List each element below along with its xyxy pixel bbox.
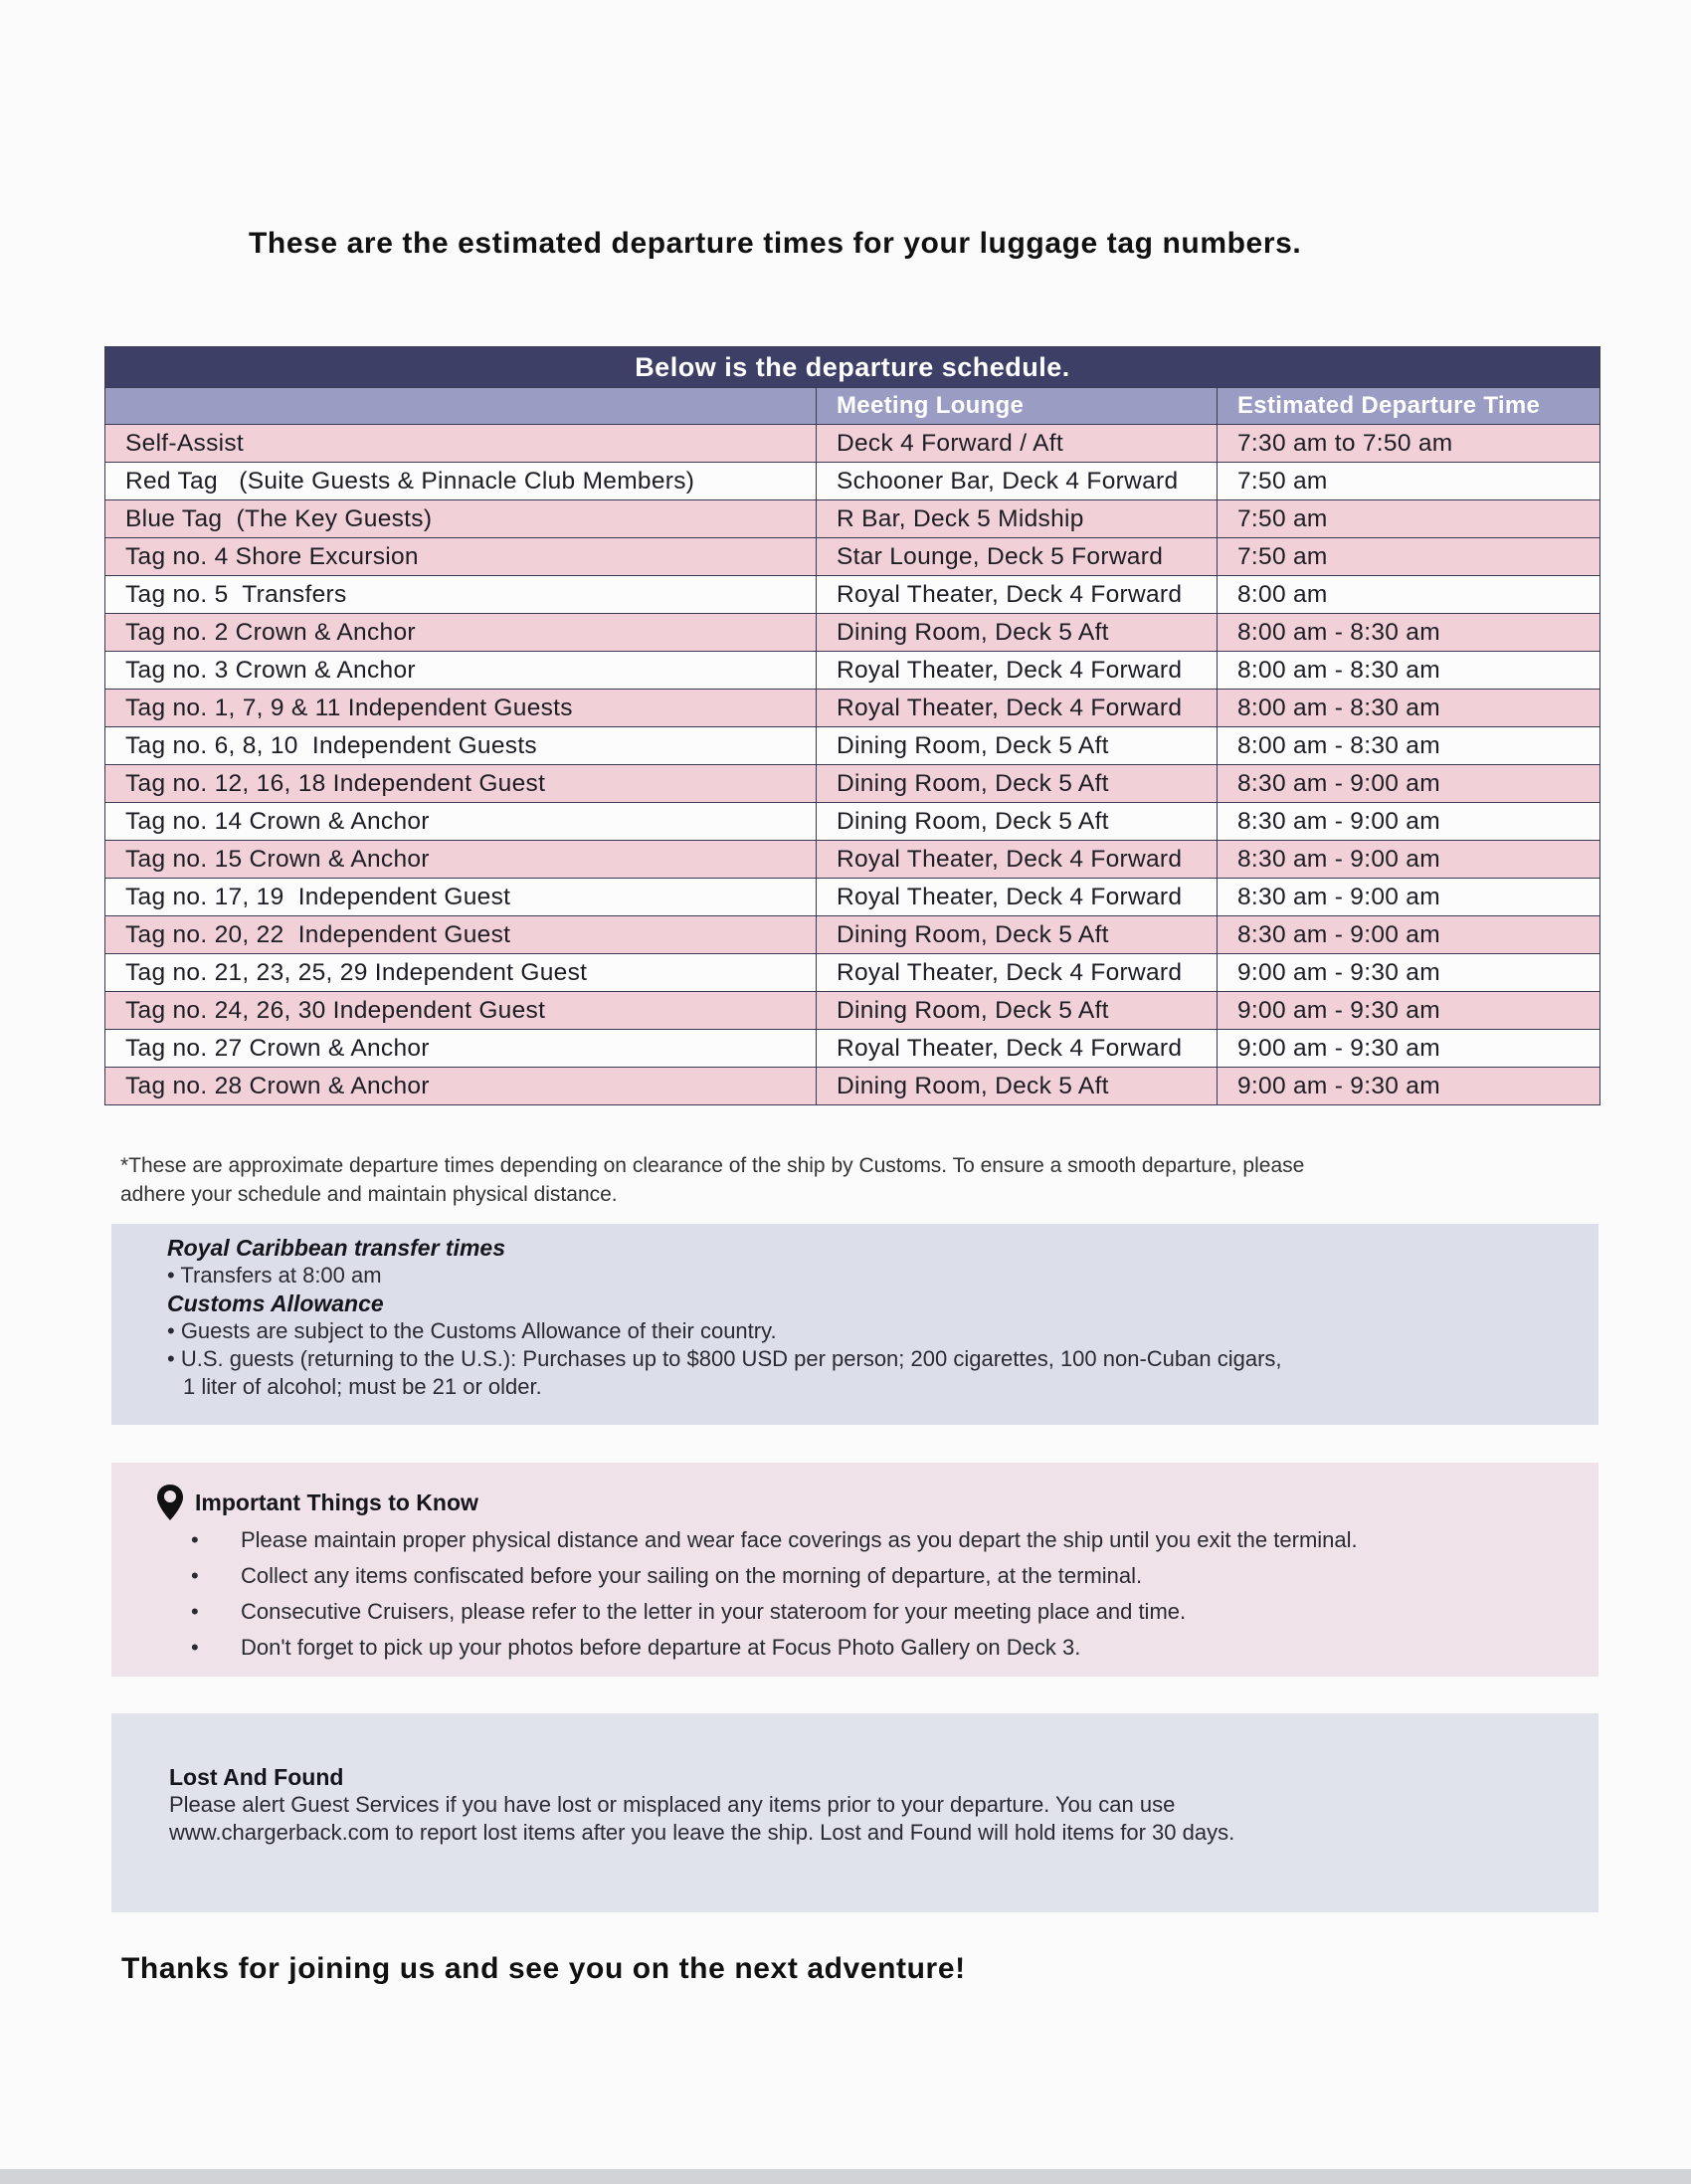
cell-lounge: Dining Room, Deck 5 Aft [817,1068,1218,1105]
page-heading: These are the estimated departure times for your luggage tag numbers. [249,227,1302,260]
cell-lounge: Royal Theater, Deck 4 Forward [817,690,1218,727]
lost-and-found-title: Lost And Found [169,1764,344,1790]
cell-tag: Tag no. 1, 7, 9 & 11 Independent Guests [105,690,817,727]
lost-and-found-line: www.chargerback.com to report lost items after you leave the ship. Lost and Found will hold items for 30 days. [169,1820,1235,1845]
column-header-time: Estimated Departure Time [1218,388,1600,425]
cell-time: 7:30 am to 7:50 am [1218,425,1600,463]
table-row [105,1030,1600,1068]
cell-lounge: Dining Room, Deck 5 Aft [817,916,1218,954]
cell-tag: Tag no. 28 Crown & Anchor [105,1068,817,1105]
cell-lounge: Royal Theater, Deck 4 Forward [817,576,1218,614]
table-row [105,954,1600,992]
cell-lounge: Star Lounge, Deck 5 Forward [817,538,1218,576]
footnote-line: adhere your schedule and maintain physical distance. [120,1183,618,1206]
cell-lounge: Dining Room, Deck 5 Aft [817,614,1218,652]
cell-tag: Red Tag (Suite Guests & Pinnacle Club Members) [105,463,817,500]
cell-lounge: Dining Room, Deck 5 Aft [817,992,1218,1030]
table-header-row [105,388,1600,425]
cell-tag: Tag no. 24, 26, 30 Independent Guest [105,992,817,1030]
table-row [105,803,1600,841]
cell-time: 9:00 am - 9:30 am [1218,992,1600,1030]
cell-time: 8:00 am - 8:30 am [1218,727,1600,765]
cell-time: 8:30 am - 9:00 am [1218,841,1600,879]
list-item: • Please maintain proper physical distance and wear face coverings as you depart the ship until you exit the terminal. [191,1522,1584,1558]
list-item: • Consecutive Cruisers, please refer to the letter in your stateroom for your meeting place and time. [191,1594,1584,1630]
cell-time: 9:00 am - 9:30 am [1218,954,1600,992]
transfers-item: • Transfers at 8:00 am [167,1263,382,1288]
important-things-panel [111,1463,1598,1677]
cell-time: 8:30 am - 9:00 am [1218,916,1600,954]
customs-title: Customs Allowance [167,1291,384,1316]
cell-time: 8:30 am - 9:00 am [1218,765,1600,803]
customs-line: 1 liter of alcohol; must be 21 or older. [183,1374,542,1399]
important-header [155,1483,478,1522]
departure-schedule-table [104,346,1600,1105]
cell-time: 9:00 am - 9:30 am [1218,1068,1600,1105]
cell-lounge: Dining Room, Deck 5 Aft [817,765,1218,803]
column-header-lounge: Meeting Lounge [817,388,1218,425]
footnote [120,1151,1593,1209]
list-item: • Don't forget to pick up your photos before departure at Focus Photo Gallery on Deck 3. [191,1630,1584,1666]
table-row [105,500,1600,538]
list-item: • Collect any items confiscated before your sailing on the morning of departure, at the terminal. [191,1558,1584,1594]
cell-lounge: R Bar, Deck 5 Midship [817,500,1218,538]
closing-message: Thanks for joining us and see you on the next adventure! [121,1952,966,1985]
table-row [105,463,1600,500]
cell-tag: Tag no. 4 Shore Excursion [105,538,817,576]
scan-edge [0,2169,1691,2184]
cell-time: 8:00 am - 8:30 am [1218,652,1600,690]
lost-and-found-line: Please alert Guest Services if you have lost or misplaced any items prior to your departure. You can use [169,1792,1176,1817]
cell-tag: Tag no. 15 Crown & Anchor [105,841,817,879]
cell-time: 8:00 am [1218,576,1600,614]
table-row [105,576,1600,614]
table-row [105,690,1600,727]
cell-tag: Self-Assist [105,425,817,463]
table-row [105,916,1600,954]
footnote-line: *These are approximate departure times depending on clearance of the ship by Customs. To ensure a smooth departure, please [120,1154,1305,1177]
table-row [105,765,1600,803]
cell-time: 8:00 am - 8:30 am [1218,690,1600,727]
cell-tag: Tag no. 14 Crown & Anchor [105,803,817,841]
table-row [105,614,1600,652]
cell-lounge: Royal Theater, Deck 4 Forward [817,954,1218,992]
cell-lounge: Royal Theater, Deck 4 Forward [817,1030,1218,1068]
important-list [191,1522,1584,1666]
map-pin-icon [155,1483,185,1522]
cell-lounge: Royal Theater, Deck 4 Forward [817,879,1218,916]
cell-time: 7:50 am [1218,463,1600,500]
table-row [105,425,1600,463]
cell-lounge: Dining Room, Deck 5 Aft [817,803,1218,841]
transfers-title: Royal Caribbean transfer times [167,1235,506,1261]
lost-and-found-panel [111,1713,1598,1912]
important-title: Important Things to Know [195,1489,478,1515]
table-row [105,841,1600,879]
cell-tag: Tag no. 17, 19 Independent Guest [105,879,817,916]
transfer-customs-panel [111,1224,1598,1425]
cell-time: 8:00 am - 8:30 am [1218,614,1600,652]
cell-tag: Tag no. 20, 22 Independent Guest [105,916,817,954]
customs-line: • U.S. guests (returning to the U.S.): Purchases up to $800 USD per person; 200 cigarettes, 100 non-Cuban cigars, [167,1346,1282,1371]
cell-lounge: Schooner Bar, Deck 4 Forward [817,463,1218,500]
cell-time: 7:50 am [1218,538,1600,576]
cell-time: 8:30 am - 9:00 am [1218,879,1600,916]
cell-tag: Tag no. 21, 23, 25, 29 Independent Guest [105,954,817,992]
column-header-tag [105,388,817,425]
cell-tag: Tag no. 6, 8, 10 Independent Guests [105,727,817,765]
lost-and-found-content [169,1763,1582,1847]
cell-time: 7:50 am [1218,500,1600,538]
cell-tag: Tag no. 27 Crown & Anchor [105,1030,817,1068]
cell-tag: Tag no. 5 Transfers [105,576,817,614]
table-row [105,652,1600,690]
cell-time: 8:30 am - 9:00 am [1218,803,1600,841]
cell-lounge: Royal Theater, Deck 4 Forward [817,841,1218,879]
cell-lounge: Dining Room, Deck 5 Aft [817,727,1218,765]
table-row [105,538,1600,576]
cell-tag: Tag no. 2 Crown & Anchor [105,614,817,652]
cell-lounge: Deck 4 Forward / Aft [817,425,1218,463]
cell-tag: Tag no. 12, 16, 18 Independent Guest [105,765,817,803]
transfer-customs-content [167,1234,1580,1401]
cell-tag: Tag no. 3 Crown & Anchor [105,652,817,690]
customs-line: • Guests are subject to the Customs Allowance of their country. [167,1318,777,1343]
table-title-row [105,347,1600,388]
table-title: Below is the departure schedule. [105,347,1600,388]
table-row [105,727,1600,765]
table-row [105,992,1600,1030]
cell-tag: Blue Tag (The Key Guests) [105,500,817,538]
cell-time: 9:00 am - 9:30 am [1218,1030,1600,1068]
table-row [105,879,1600,916]
cell-lounge: Royal Theater, Deck 4 Forward [817,652,1218,690]
table-row [105,1068,1600,1105]
